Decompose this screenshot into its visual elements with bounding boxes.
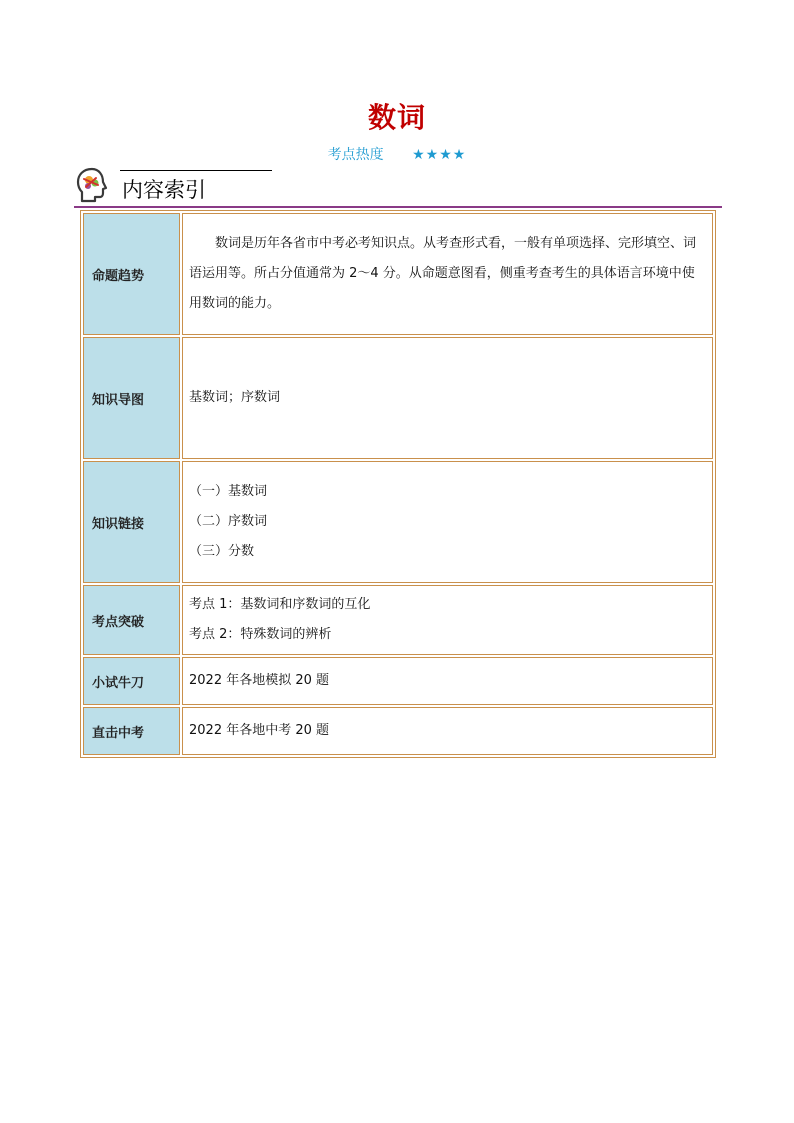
row-line: 考点 1：基数词和序数词的互化 (189, 597, 371, 612)
row-key: 小试牛刀 (83, 657, 180, 705)
row-key: 知识导图 (83, 337, 180, 459)
table-row (83, 213, 713, 335)
brain-head-icon (74, 166, 110, 204)
row-line: （三）分数 (189, 544, 255, 559)
table-row (83, 657, 713, 705)
heat-stars: ★★★★ (412, 147, 467, 163)
table-row (83, 707, 713, 755)
row-value (182, 213, 713, 335)
row-key: 命题趋势 (83, 213, 180, 335)
row-value (182, 337, 713, 459)
row-key: 直击中考 (83, 707, 180, 755)
row-value (182, 657, 713, 705)
row-line: （一）基数词 (189, 484, 268, 499)
content-index-table (80, 210, 716, 758)
row-value (182, 585, 713, 655)
row-value (182, 461, 713, 583)
heat-label: 考点热度 (327, 147, 384, 163)
row-key: 知识链接 (83, 461, 180, 583)
row-line: （二）序数词 (189, 514, 268, 529)
table-row (83, 337, 713, 459)
table-row (83, 585, 713, 655)
page-title: 数词 (367, 101, 426, 134)
row-key: 考点突破 (83, 585, 180, 655)
section-header (74, 166, 722, 210)
section-divider (74, 206, 722, 208)
section-title: 内容索引 (122, 178, 206, 202)
heat-rating (0, 144, 794, 164)
row-value (182, 707, 713, 755)
row-line: 2022 年各地中考 20 题 (189, 723, 330, 738)
row-line: 考点 2：特殊数词的辨析 (189, 627, 332, 642)
table-row (83, 461, 713, 583)
row-line: 数词是历年各省市中考必考知识点。从考查形式看，一般有单项选择、完形填空、词语运用等。所占分值通常为 2～4 分。从命题意图看，侧重考查考生的具体语言环境中使用数词的能力。 (189, 236, 697, 311)
row-line: 2022 年各地模拟 20 题 (189, 673, 330, 688)
section-title-overline (120, 170, 272, 171)
row-line: 基数词；序数词 (189, 390, 281, 405)
